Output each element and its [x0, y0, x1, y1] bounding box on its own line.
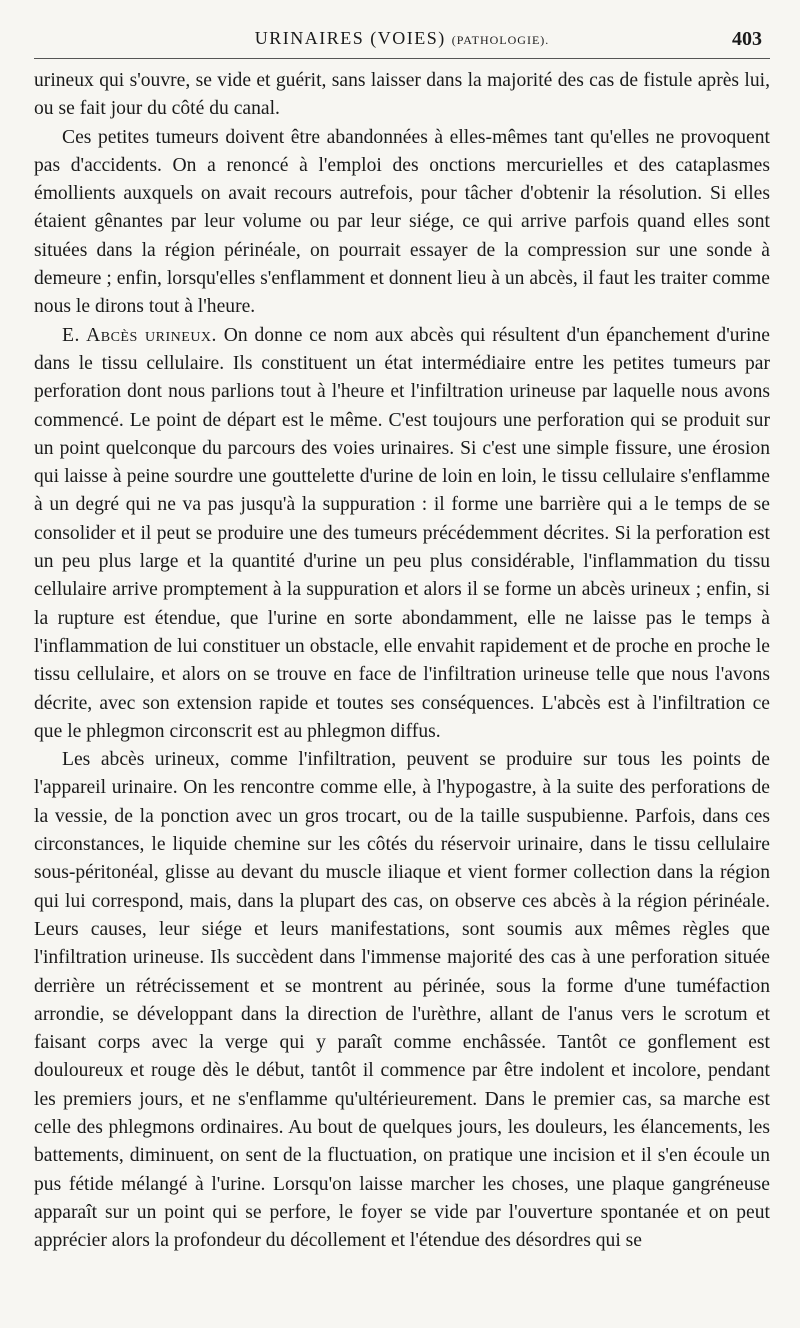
page-number: 403	[732, 28, 762, 50]
page-header	[34, 26, 770, 59]
running-title-subtitle: (PATHOLOGIE).	[451, 33, 550, 47]
paragraph-body: On donne ce nom aux abcès qui résultent d'un épanchement d'urine dans le tissu cellulaire. Ils constituent un état intermédiaire entre les petites tumeurs par perforation dont nous parlions tout à l'heure et l'infiltration urineuse par laquelle nous avons commencé. Le point de départ est le même. C'est toujours une perforation qui se produit sur un point quelconque du parcours des voies urinaires. Si c'est une simple fissure, une érosion qui laisse à peine sourdre une gouttelette d'urine de loin en loin, le tissu cellulaire s'enflamme à un degré qui ne va pas jusqu'à la suppuration : il forme une barrière qui a le temps de se consolider et il peut se produire une des tumeurs précédemment décrites. Si la perforation est un peu plus large et la quantité d'urine un peu plus considérable, l'inflammation du tissu cellulaire arrive promptement à la suppuration et alors il se forme un abcès urineux ; enfin, si la rupture est étendue, que l'urine en sorte abondamment, elle ne laisse pas le temps à l'inflammation de lui constituer un obstacle, elle envahit rapidement et de proche en proche le tissu cellulaire, et alors on se trouve en face de l'infiltration urineuse telle que nous l'avons décrite, avec son extension rapide et toutes ses conséquences. L'abcès est à l'infiltration ce que le phlegmon circonscrit est au phlegmon diffus.	[34, 324, 770, 742]
body-text	[34, 67, 770, 1255]
running-title	[34, 28, 770, 49]
running-title-main: URINAIRES (VOIES)	[254, 28, 446, 48]
paragraph-abces-urineux	[34, 322, 770, 746]
paragraph-continuation: urineux qui s'ouvre, se vide et guérit, sans laisser dans la majorité des cas de fistule après lui, ou se fait jour du côté du canal.	[34, 70, 770, 120]
paragraph: Les abcès urineux, comme l'infiltration, peuvent se produire sur tous les points de l'appareil urinaire. On les rencontre comme elle, à l'hypogastre, à la suite des perforations de la vessie, de la ponction avec un gros trocart, ou de la taille suspubienne. Parfois, dans ces circonstances, le liquide chemine sur les côtés du réservoir urinaire, dans le tissu cellulaire sous-péritonéal, glisse au devant du muscle iliaque et vient former collection dans la région qui lui correspond, mais, dans la plupart des cas, on observe ces abcès à la région périnéale. Leurs causes, leur siége et leurs manifestations, sont soumis aux mêmes règles que l'infiltration urineuse. Ils succèdent dans l'immense majorité des cas à une perforation située derrière un rétrécissement et se montrent au périnée, sous la forme d'une tuméfaction arrondie, se développant dans la direction de l'urèthre, allant de l'anus vers le scrotum et faisant corps avec la verge qui y paraît comme enchâssée. Tantôt ce gonflement est douloureux et rouge dès le début, tantôt il commence par être indolent et incolore, pendant les premiers jours, et ne s'enflamme qu'ultérieurement. Dans le premier cas, sa marche est celle des phlegmons ordinaires. Au bout de quelques jours, les douleurs, les élancements, les battements, diminuent, on sent de la fluctuation, on pratique une incision et il s'en écoule un pus fétide mélangé à l'urine. Lorsqu'on laisse marcher les choses, une plaque gangréneuse apparaît sur un point qui se perfore, le foyer se vide par l'ouverture spontanée et on peut apprécier alors la profondeur du décollement et l'étendue des désordres qui se	[34, 749, 770, 1252]
section-heading: E. Abcès urineux.	[62, 324, 217, 346]
paragraph: Ces petites tumeurs doivent être abandonnées à elles-mêmes tant qu'elles ne provoquent pas d'accidents. On a renoncé à l'emploi des onctions mercurielles et des cataplasmes émollients auxquels on avait recours autrefois, pour tâcher d'obtenir la résolution. Si elles étaient gênantes par leur volume ou par leur siége, ce qui arrive parfois quand elles sont situées dans la région périnéale, on pourrait essayer de la compression sur une sonde à demeure ; enfin, lorsqu'elles s'enflamment et donnent lieu à un abcès, il faut les traiter comme nous le dirons tout à l'heure.	[34, 126, 770, 318]
